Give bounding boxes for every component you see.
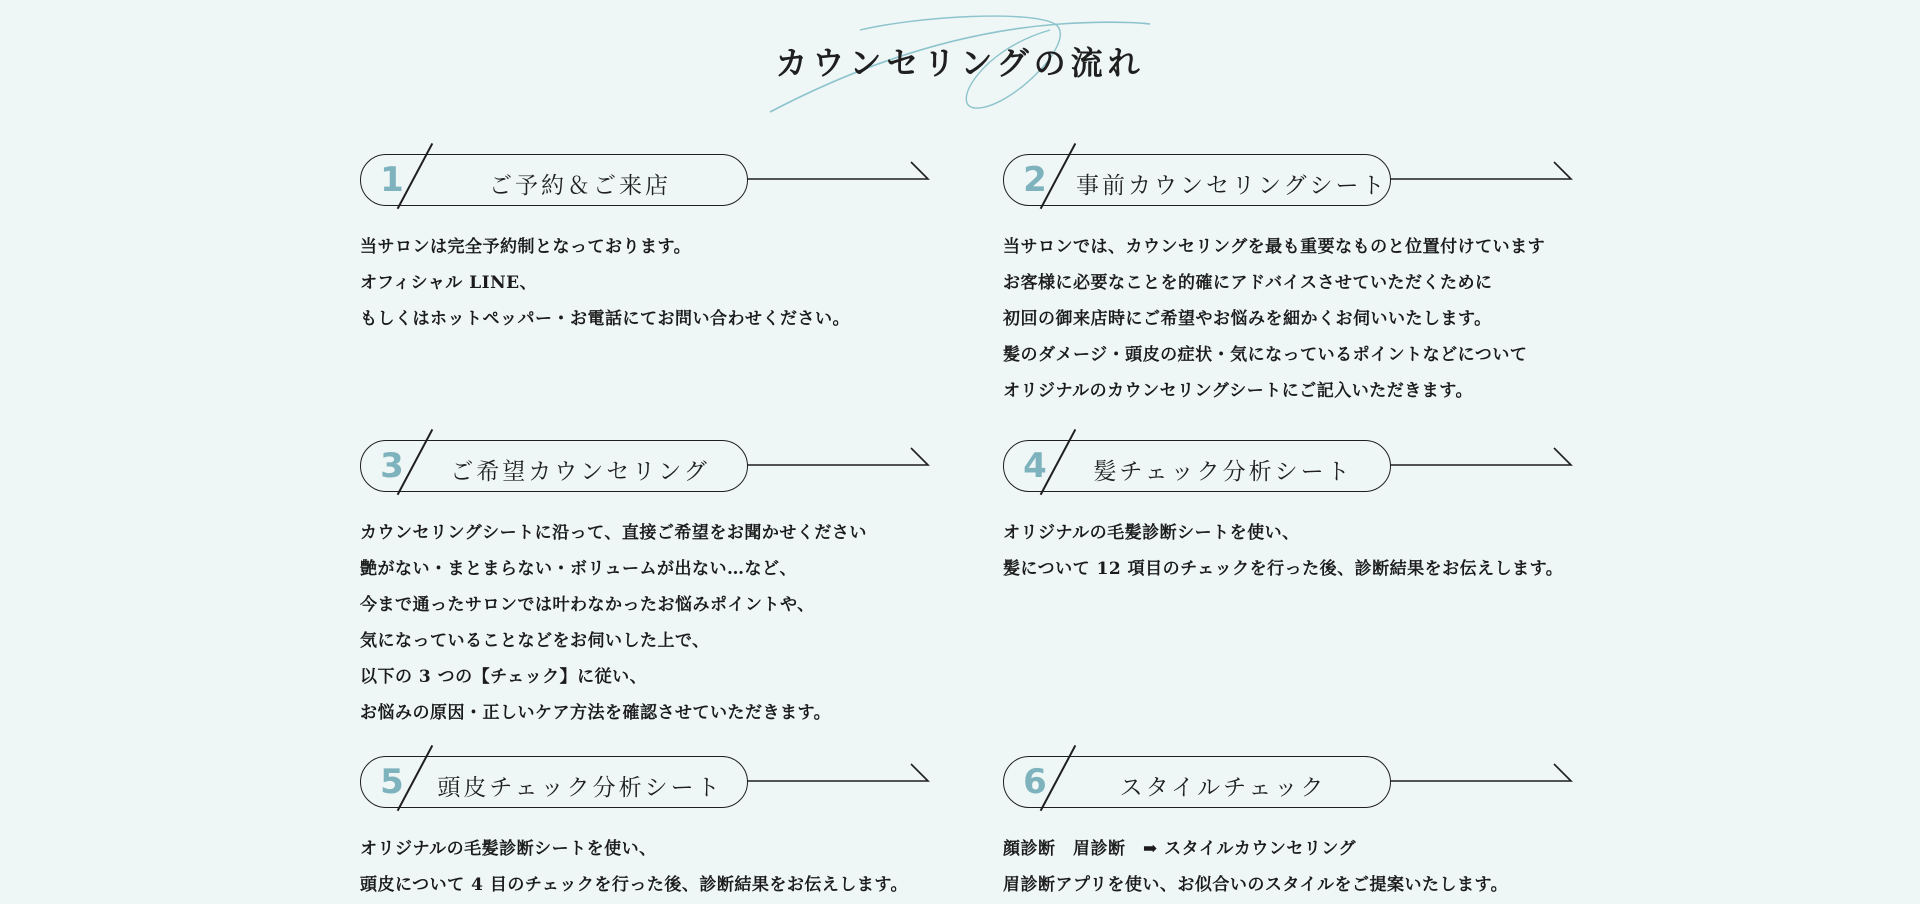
step-5	[360, 747, 980, 903]
step-description	[1003, 229, 1623, 409]
arrow-line-icon	[1389, 159, 1573, 185]
description-line: 髪のダメージ・頭皮の症状・気になっているポイントなどについて	[1003, 345, 1528, 365]
arrow-line-icon	[1389, 761, 1573, 787]
description-line: 当サロンでは、カウンセリングを最も重要なものと位置付けています	[1003, 237, 1546, 257]
step-number: 5	[380, 762, 404, 802]
description-line: もしくはホットペッパー・お電話にてお問い合わせください。	[360, 309, 850, 329]
step-header	[1003, 431, 1623, 491]
arrow-line-icon	[746, 445, 930, 471]
description-line: 眉診断アプリを使い、お似合いのスタイルをご提案いたします。	[1003, 875, 1509, 895]
step-title-pill	[360, 756, 748, 808]
description-line: オリジナルの毛髪診断シートを使い、	[360, 839, 657, 859]
step-header	[360, 747, 980, 807]
step-2	[1003, 145, 1623, 409]
step-title-pill	[1003, 756, 1391, 808]
step-description	[1003, 831, 1623, 903]
description-line: オフィシャル LINE、	[360, 273, 538, 293]
step-title: 事前カウンセリングシート	[1076, 173, 1388, 199]
description-line: 気になっていることなどをお伺いした上で、	[360, 631, 710, 651]
description-line: お客様に必要なことを的確にアドバイスさせていただくために	[1003, 273, 1493, 293]
description-line: 今まで通ったサロンでは叶わなかったお悩みポイントや、	[360, 595, 815, 615]
step-3	[360, 431, 980, 731]
step-number: 6	[1023, 762, 1047, 802]
arrow-line-icon	[746, 159, 930, 185]
arrow-line-icon	[746, 761, 930, 787]
description-line: オリジナルの毛髪診断シートを使い、	[1003, 523, 1300, 543]
step-6	[1003, 747, 1623, 903]
step-title-pill	[360, 440, 748, 492]
step-header	[360, 431, 980, 491]
step-title: 頭皮チェック分析シート	[437, 775, 723, 801]
page-title: カウンセリングの流れ	[775, 44, 1145, 82]
step-number: 4	[1023, 446, 1047, 486]
description-line: 髪について 12 項目のチェックを行った後、診断結果をお伝えします。	[1003, 559, 1564, 579]
step-title: スタイルチェック	[1119, 775, 1327, 801]
step-title: ご予約＆ご来店	[489, 173, 671, 199]
step-description	[360, 229, 980, 337]
description-line: 当サロンは完全予約制となっております。	[360, 237, 692, 257]
description-line: カウンセリングシートに沿って、直接ご希望をお聞かせください	[360, 523, 867, 543]
step-number: 3	[380, 446, 404, 486]
step-header	[360, 145, 980, 205]
description-line: 以下の 3 つの【チェック】に従い、	[360, 667, 648, 687]
step-title-pill	[1003, 440, 1391, 492]
step-title: ご希望カウンセリング	[450, 459, 710, 485]
step-4	[1003, 431, 1623, 587]
step-title-pill	[360, 154, 748, 206]
step-description	[360, 831, 980, 903]
step-1	[360, 145, 980, 337]
description-line: 艶がない・まとまらない・ボリュームが出ない…など、	[360, 559, 797, 579]
description-line: 頭皮について 4 目のチェックを行った後、診断結果をお伝えします。	[360, 875, 908, 895]
step-header	[1003, 747, 1623, 807]
step-number: 2	[1023, 160, 1047, 200]
arrow-line-icon	[1389, 445, 1573, 471]
description-line: お悩みの原因・正しいケア方法を確認させていただきます。	[360, 703, 832, 723]
description-line: 顔診断 眉診断 ➡ スタイルカウンセリング	[1003, 839, 1356, 859]
step-title: 髪チェック分析シート	[1093, 459, 1353, 485]
step-header	[1003, 145, 1623, 205]
step-description	[360, 515, 980, 731]
step-title-pill	[1003, 154, 1391, 206]
description-line: 初回の御来店時にご希望やお悩みを細かくお伺いいたします。	[1003, 309, 1492, 329]
step-description	[1003, 515, 1623, 587]
description-line: オリジナルのカウンセリングシートにご記入いただきます。	[1003, 381, 1473, 401]
step-number: 1	[380, 160, 404, 200]
